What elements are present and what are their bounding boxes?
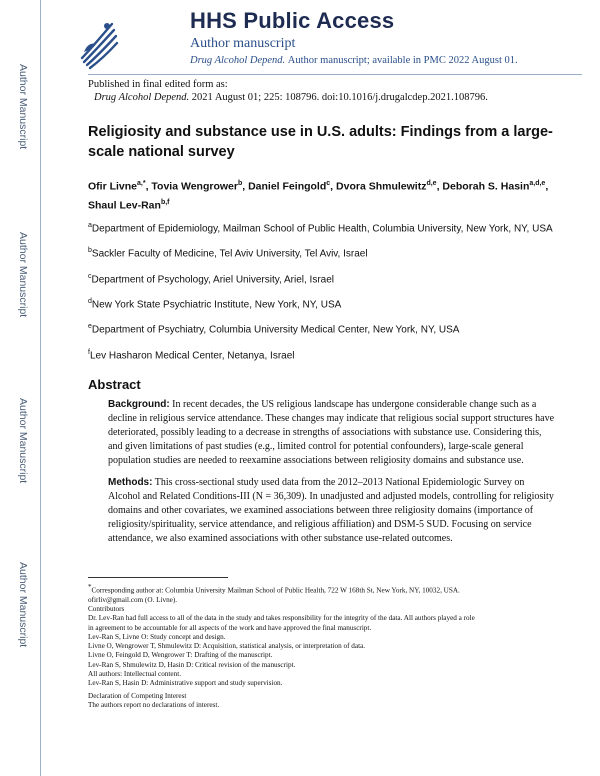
status-text: Author manuscript; available in PMC 2022 August 01. <box>287 55 518 66</box>
contributor-line: Livne O, Wengrower T, Shmulewitz D: Acquisition, statistical analysis, or interpretation of data. <box>88 642 366 651</box>
affiliation-mark: c <box>88 272 92 280</box>
affiliation-mark: a <box>88 222 92 229</box>
author-name: Daniel Feingold <box>248 180 327 193</box>
hhs-eagle-logo-icon <box>76 14 120 70</box>
author-affiliation-mark: a,* <box>137 180 146 187</box>
author-affiliation-mark: b <box>237 180 243 187</box>
author-affiliation-mark: a,d,e <box>529 180 546 187</box>
contributor-line: Livne O, Feingold D, Wengrower T: Drafting of the manuscript. <box>88 651 273 660</box>
corresponding-mark: * <box>88 583 92 591</box>
abstract-methods <box>88 476 558 546</box>
footnote-divider <box>88 577 228 578</box>
author-separator: , <box>545 180 549 193</box>
sidebar-label-4: Author Manuscript <box>17 562 29 648</box>
methods-text: This cross-sectional study used data from the 2012–2013 National Epidemiologic Survey on Alcohol and Related Conditions-III (N = 36,309). In unadjusted and adjusted models, controlling for religiosity domains and other covariates, we examined associations between three religiosity domains (importance of religiosity/spirituality, service attendance, and religious affiliation) and DSM-5 SUD. Focusing on service attendance, we also examined associations with other substance use-related outcomes. <box>108 476 554 544</box>
author-separator: , <box>242 180 249 193</box>
citation-journal: Drug Alcohol Depend. <box>94 92 190 103</box>
background-label: Background: <box>108 398 170 410</box>
affiliation <box>88 346 558 363</box>
author-name: Dvora Shmulewitz <box>336 180 427 193</box>
affiliation-text: New York State Psychiatric Institute, New York, NY, USA <box>91 299 342 311</box>
affiliation-list <box>88 219 558 363</box>
manuscript-status <box>190 55 518 66</box>
author-affiliation-mark: d,e <box>426 180 437 187</box>
affiliation-mark: e <box>88 323 92 331</box>
article-content <box>88 122 558 554</box>
contributor-line: Lev-Ran S, Livne O: Study concept and design. <box>88 632 226 641</box>
author-manuscript-subtitle: Author manuscript <box>190 36 296 51</box>
author-name: Ofir Livne <box>88 180 138 193</box>
contributor-line: Lev-Ran S, Hasin D: Administrative support and study supervision. <box>88 679 283 688</box>
declaration-heading: Declaration of Competing Interest <box>88 691 187 700</box>
affiliation-mark: b <box>88 247 92 255</box>
article-title: Religiosity and substance use in U.S. adults: Findings from a large-scale national survey <box>88 124 553 160</box>
contributor-line: Dr. Lev-Ran had full access to all of the data in the study and takes responsibility for the integrity of the data. All authors played a role <box>88 614 475 623</box>
contributor-line: in agreement to be accountable for all aspects of the work and have approved the final manuscript. <box>88 623 372 632</box>
methods-label: Methods: <box>108 476 153 488</box>
abstract-background <box>88 398 558 468</box>
affiliation-mark: d <box>88 297 92 305</box>
affiliation <box>88 295 558 312</box>
masthead <box>62 8 582 72</box>
affiliation-text: Department of Epidemiology, Mailman School of Public Health, Columbia University, New York, NY, USA <box>91 223 553 235</box>
affiliation-text: Department of Psychology, Ariel University, Ariel, Israel <box>91 273 334 285</box>
author-separator: , <box>436 180 443 193</box>
sidebar-label-1: Author Manuscript <box>17 64 29 150</box>
masthead-divider <box>88 74 582 75</box>
sidebar-label-3: Author Manuscript <box>17 398 29 484</box>
author-name: Tovia Wengrower <box>151 180 238 193</box>
affiliation-text: Sackler Faculty of Medicine, Tel Aviv University, Tel Aviv, Israel <box>91 248 368 260</box>
affiliation <box>88 270 558 287</box>
contributor-line: All authors: Intellectual content. <box>88 670 182 679</box>
corresponding-email: ofirliv@gmail.com (O. Livne). <box>88 595 178 604</box>
declaration-text: The authors report no declarations of interest. <box>88 700 220 709</box>
author-separator: , <box>330 180 337 193</box>
affiliation-text: Department of Psychiatry, Columbia University Medical Center, New York, NY, USA <box>91 324 460 336</box>
author-name: Deborah S. Hasin <box>442 180 530 193</box>
status-journal: Drug Alcohol Depend. <box>190 55 286 66</box>
published-label: Published in final edited form as: <box>88 79 228 90</box>
hhs-public-access-title: HHS Public Access <box>190 8 395 33</box>
sidebar-label-2: Author Manuscript <box>17 232 29 318</box>
author-affiliation-mark: b,f <box>160 198 170 206</box>
affiliation-mark: f <box>88 348 90 356</box>
author-list <box>88 176 558 213</box>
abstract-heading: Abstract <box>88 376 141 392</box>
citation-details: 2021 August 01; 225: 108796. doi:10.1016/j.drugalcdep.2021.108796. <box>191 92 488 103</box>
footnotes <box>88 583 558 710</box>
affiliation-text: Lev Hasharon Medical Center, Netanya, Israel <box>89 349 295 361</box>
corresponding-text: Corresponding author at: Columbia University Mailman School of Public Health, 722 W 168th St, New York, NY, 10032, USA. <box>91 586 460 595</box>
publication-info <box>88 78 558 104</box>
affiliation <box>88 244 558 261</box>
corresponding-author <box>88 583 558 596</box>
affiliation <box>88 320 558 337</box>
contributors-heading: Contributors <box>88 604 125 613</box>
contributor-lines <box>88 614 558 688</box>
left-sidebar <box>0 0 41 776</box>
author-affiliation-mark: c <box>326 180 331 187</box>
author-name: Shaul Lev-Ran <box>88 199 161 211</box>
author-separator: , <box>145 180 152 193</box>
contributor-line: Lev-Ran S, Shmulewitz D, Hasin D: Critical revision of the manuscript. <box>88 660 296 669</box>
background-text: In recent decades, the US religious landscape has undergone considerable change such as a decline in religious service attendance. These changes may indicate that religious social support structures have deteriorated, possibly leading to a decrease in strengths of associations with substance use. Considering this, and given limitations of past studies (e.g., limited control for potential confounders), large-scale general population studies are needed to reexamine associations between religiosity domains and substance use. <box>108 398 555 466</box>
citation-line <box>88 91 558 104</box>
affiliation <box>88 219 558 236</box>
